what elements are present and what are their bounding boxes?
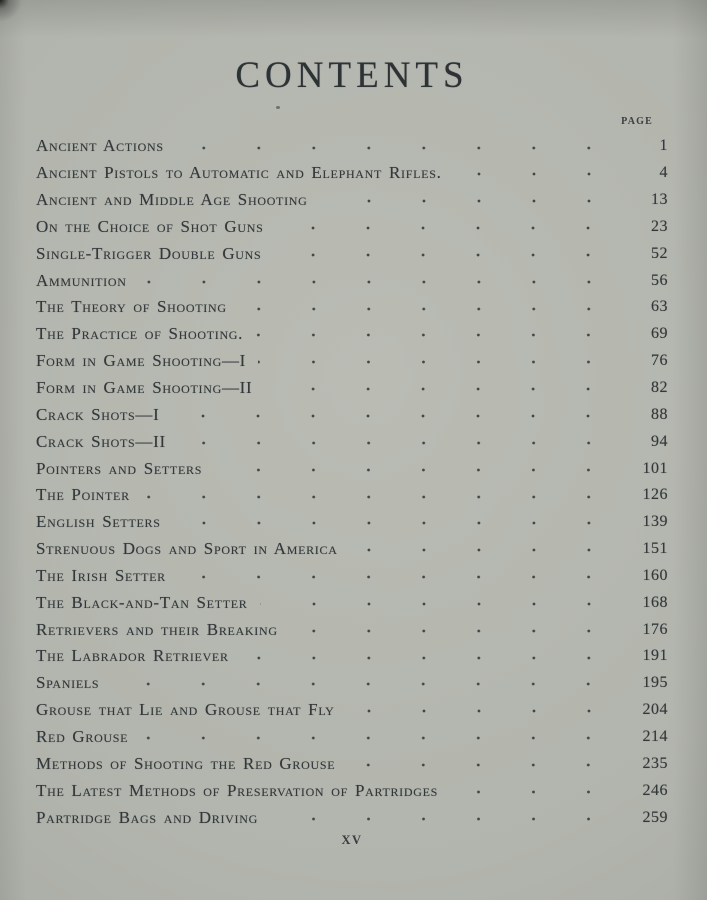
toc-entry-title: Crack Shots—I <box>36 404 160 424</box>
toc-row <box>36 563 668 590</box>
toc-entry-page: 94 <box>651 432 668 450</box>
toc-row <box>36 509 668 536</box>
toc-entry-title: Pointers and Setters <box>36 458 203 478</box>
toc-entry-page: 82 <box>651 379 668 397</box>
toc-row <box>36 187 668 214</box>
dot-leader <box>111 670 616 697</box>
toc-entry-title: The Labrador Retriever <box>36 646 229 666</box>
toc-entry-page: 259 <box>642 808 668 826</box>
toc-entry-page: 176 <box>642 620 668 638</box>
dot-leader <box>241 643 616 670</box>
toc-entry-page: 63 <box>651 298 668 316</box>
toc-entry-title: Ancient Actions <box>36 136 164 156</box>
dot-leader <box>255 321 616 348</box>
toc-row <box>36 267 668 294</box>
toc-row <box>36 589 668 616</box>
toc-entry-title: On the Choice of Shot Guns <box>36 216 264 236</box>
toc-entry-title: The Irish Setter <box>36 565 166 585</box>
dot-leader <box>350 536 616 563</box>
toc-row <box>36 804 668 831</box>
toc-row <box>36 724 668 751</box>
toc-entry-page: 139 <box>642 513 668 531</box>
toc-entry-page: 204 <box>642 701 668 719</box>
dot-leader <box>239 294 616 321</box>
toc-entry-title: English Setters <box>36 512 161 532</box>
toc-entry-page: 246 <box>642 781 668 799</box>
dot-leader <box>273 240 616 267</box>
dot-leader <box>260 589 616 616</box>
toc-entry-page: 76 <box>651 352 668 370</box>
toc-entry-page: 56 <box>651 271 668 289</box>
toc-row <box>36 616 668 643</box>
toc-entry-title: Grouse that Lie and Grouse that Fly <box>36 700 335 720</box>
toc-row <box>36 240 668 267</box>
toc-row <box>36 348 668 375</box>
dot-leader <box>290 616 616 643</box>
dot-leader <box>173 509 616 536</box>
toc-entry-title: Red Grouse <box>36 726 129 746</box>
toc-entry-title: Form in Game Shooting—II <box>36 378 253 398</box>
toc-entry-page: 4 <box>659 164 668 182</box>
toc-entry-title: Retrievers and their Breaking <box>36 619 278 639</box>
toc-row <box>36 697 668 724</box>
toc-row <box>36 643 668 670</box>
toc-entry-page: 101 <box>642 459 668 477</box>
toc-row <box>36 428 668 455</box>
dot-leader <box>171 401 616 428</box>
toc-row <box>36 321 668 348</box>
toc-entry-title: Ancient and Middle Age Shooting <box>36 190 308 210</box>
page-column-label: PAGE <box>621 116 653 127</box>
toc-row <box>36 536 668 563</box>
toc-row <box>36 482 668 509</box>
toc-entry-title: Single-Trigger Double Guns <box>36 243 262 263</box>
dot-leader <box>347 750 616 777</box>
dot-leader <box>178 563 616 590</box>
dot-leader <box>454 160 616 187</box>
toc-entry-page: 69 <box>651 325 668 343</box>
toc-entry-title: Crack Shots—II <box>36 431 166 451</box>
dot-leader <box>176 133 616 160</box>
toc-entry-title: Ancient Pistols to Automatic and Elephant Rifles. <box>36 163 442 183</box>
toc-entry-title: Strenuous Dogs and Sport in America <box>36 539 338 559</box>
dot-leader <box>275 214 616 241</box>
toc-entry-page: 126 <box>642 486 668 504</box>
toc-row <box>36 214 668 241</box>
toc-entry-title: Methods of Shooting the Red Grouse <box>36 753 336 773</box>
toc-entry-title: The Practice of Shooting. <box>36 324 244 344</box>
toc-entry-title: The Theory of Shooting <box>36 297 227 317</box>
toc-list <box>36 133 668 831</box>
toc-entry-title: Partridge Bags and Driving <box>36 807 258 827</box>
dot-leader <box>258 348 616 375</box>
toc-entry-page: 52 <box>651 244 668 262</box>
toc-entry-page: 151 <box>642 540 668 558</box>
toc-entry-title: Ammunition <box>36 270 127 290</box>
toc-entry-page: 195 <box>642 674 668 692</box>
toc-row <box>36 133 668 160</box>
toc-entry-title: Form in Game Shooting—I <box>36 351 247 371</box>
toc-row <box>36 160 668 187</box>
dot-leader <box>264 375 616 402</box>
dot-leader <box>347 697 616 724</box>
dot-leader <box>140 724 616 751</box>
toc-entry-page: 235 <box>642 754 668 772</box>
toc-row <box>36 750 668 777</box>
toc-row <box>36 375 668 402</box>
toc-entry-title: The Latest Methods of Preservation of Partridges <box>36 780 439 800</box>
toc-entry-title: The Pointer <box>36 485 130 505</box>
toc-entry-page: 1 <box>659 137 668 155</box>
dot-leader <box>139 267 616 294</box>
dot-leader <box>142 482 616 509</box>
toc-row <box>36 455 668 482</box>
toc-row <box>36 670 668 697</box>
dot-leader <box>320 187 616 214</box>
dot-leader <box>450 777 616 804</box>
toc-entry-page: 168 <box>642 593 668 611</box>
toc-entry-page: 214 <box>642 727 668 745</box>
toc-entry-page: 23 <box>651 217 668 235</box>
toc-entry-page: 13 <box>651 191 668 209</box>
toc-entry-page: 88 <box>651 405 668 423</box>
dot-leader <box>214 455 616 482</box>
toc-entry-title: Spaniels <box>36 673 100 693</box>
toc-entry-title: The Black-and-Tan Setter <box>36 592 248 612</box>
toc-row <box>36 777 668 804</box>
page-title: CONTENTS <box>235 55 469 96</box>
toc-row <box>36 401 668 428</box>
dot-leader <box>178 428 616 455</box>
toc-row <box>36 294 668 321</box>
dot-leader <box>270 804 616 831</box>
folio-page-number: XV <box>341 832 363 847</box>
toc-entry-page: 160 <box>642 566 668 584</box>
toc-entry-page: 191 <box>642 647 668 665</box>
